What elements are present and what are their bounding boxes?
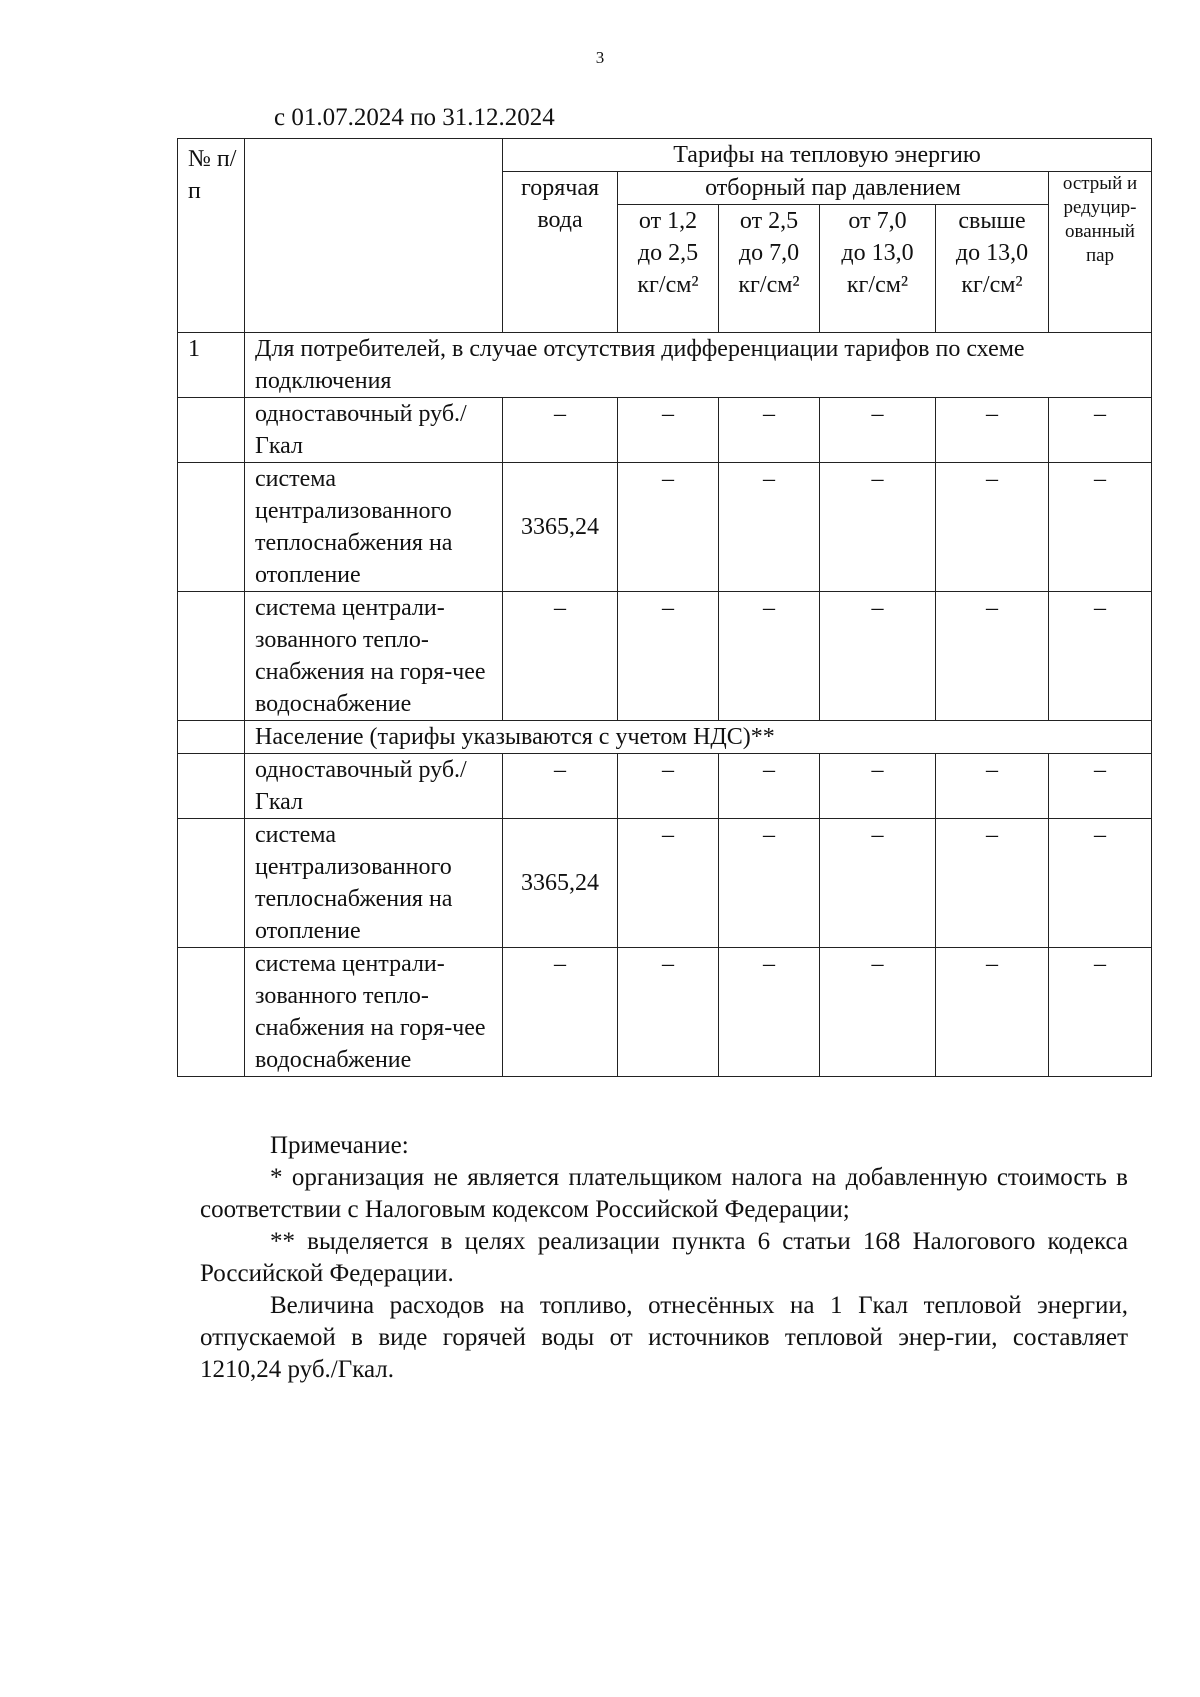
cell-p1: – [618, 463, 719, 592]
row-label: система централи-зованного тепло-снабжения на горя-чее водоснабжение [245, 592, 503, 721]
cell-p3: – [820, 592, 936, 721]
cell-hot-water: – [503, 754, 618, 819]
cell-p2: – [719, 819, 820, 948]
cell-p4: – [936, 592, 1049, 721]
note-2: ** выделяется в целях реализации пункта 6 статьи 168 Налогового кодекса Российской Федерации. [200, 1228, 1128, 1287]
row-num-empty [178, 754, 245, 819]
pressure-from: от 2,5 [739, 208, 799, 234]
pressure-from: свыше [958, 208, 1026, 234]
cell-p3: – [820, 948, 936, 1077]
fuel-note: Величина расходов на топливо, отнесённых на 1 Гкал тепловой энергии, отпускаемой в виде горячей воды от источников тепловой энер-гии, составляет 1210,24 руб./Гкал. [200, 1292, 1128, 1383]
cell-sharp: – [1049, 948, 1152, 1077]
cell-sharp: – [1049, 398, 1152, 463]
cell-p1: – [618, 948, 719, 1077]
cell-hot-water: 3365,24 [503, 819, 618, 948]
row-num-empty [178, 592, 245, 721]
cell-hot-water: 3365,24 [503, 463, 618, 592]
row-num-empty [178, 819, 245, 948]
cell-p1: – [618, 398, 719, 463]
header-selected-steam: отборный пар давлением [618, 172, 1049, 205]
pressure-unit: кг/см² [637, 272, 699, 298]
table-row [178, 948, 1152, 1077]
row-label: одноставочный руб./Гкал [245, 754, 503, 819]
row-label: система централизованного теплоснабжения на отопление [245, 463, 503, 592]
header-sharp-steam: острый и редуцир-ованный пар [1049, 172, 1152, 333]
header-tariffs-title: Тарифы на тепловую энергию [503, 139, 1152, 172]
row-label: система централи-зованного тепло-снабжения на горя-чее водоснабжение [245, 948, 503, 1077]
cell-sharp: – [1049, 819, 1152, 948]
cell-p2: – [719, 463, 820, 592]
pressure-unit: кг/см² [846, 272, 909, 298]
page-number: 3 [595, 48, 605, 67]
cell-p4: – [936, 398, 1049, 463]
section-title: Для потребителей, в случае отсутствия дифференциации тарифов по схеме подключения [245, 333, 1152, 398]
cell-sharp: – [1049, 754, 1152, 819]
table-row [178, 398, 1152, 463]
cell-p4: – [936, 948, 1049, 1077]
cell-p3: – [820, 754, 936, 819]
row-label: система централизованного теплоснабжения на отопление [245, 819, 503, 948]
cell-p2: – [719, 592, 820, 721]
pressure-to: до 7,0 [738, 240, 800, 266]
header-pressure-1 [618, 205, 719, 333]
notes-block [200, 1130, 1128, 1386]
notes-title: Примечание: [270, 1132, 409, 1159]
cell-p3: – [820, 398, 936, 463]
cell-p4: – [936, 754, 1049, 819]
cell-sharp: – [1049, 592, 1152, 721]
cell-p1: – [618, 819, 719, 948]
header-num-col: № п/п [178, 139, 245, 333]
section-title: Население (тарифы указываются с учетом НДС)** [245, 721, 1152, 754]
header-pressure-4 [936, 205, 1049, 333]
cell-p4: – [936, 819, 1049, 948]
pressure-to: до 13,0 [955, 240, 1029, 266]
section-num: 1 [178, 333, 245, 398]
cell-hot-water: – [503, 948, 618, 1077]
header-empty-col [245, 139, 503, 333]
cell-p3: – [820, 819, 936, 948]
table-row [178, 754, 1152, 819]
pressure-to: до 13,0 [841, 240, 914, 266]
cell-sharp: – [1049, 463, 1152, 592]
cell-p4: – [936, 463, 1049, 592]
pressure-from: от 7,0 [848, 208, 907, 234]
cell-p2: – [719, 948, 820, 1077]
note-1: * организация не является плательщиком налога на добавленную стоимость в соответствии с Налоговым кодексом Российской Федерации; [200, 1164, 1128, 1223]
row-num-empty [178, 948, 245, 1077]
header-hot-water: горячая вода [503, 172, 618, 333]
row-num-empty [178, 463, 245, 592]
header-pressure-3 [820, 205, 936, 333]
table-row [178, 819, 1152, 948]
cell-p3: – [820, 463, 936, 592]
period-heading: с 01.07.2024 по 31.12.2024 [274, 104, 555, 131]
row-num-empty [178, 721, 245, 754]
cell-p2: – [719, 398, 820, 463]
row-label: одноставочный руб./Гкал [245, 398, 503, 463]
header-pressure-2 [719, 205, 820, 333]
pressure-to: до 2,5 [637, 240, 699, 266]
cell-hot-water: – [503, 398, 618, 463]
pressure-unit: кг/см² [738, 272, 800, 298]
row-num-empty [178, 398, 245, 463]
pressure-unit: кг/см² [961, 272, 1023, 298]
table-row [178, 463, 1152, 592]
cell-p1: – [618, 592, 719, 721]
cell-p2: – [719, 754, 820, 819]
pressure-from: от 1,2 [638, 208, 698, 234]
tariff-table [177, 138, 1152, 1077]
cell-hot-water: – [503, 592, 618, 721]
cell-p1: – [618, 754, 719, 819]
table-row [178, 592, 1152, 721]
